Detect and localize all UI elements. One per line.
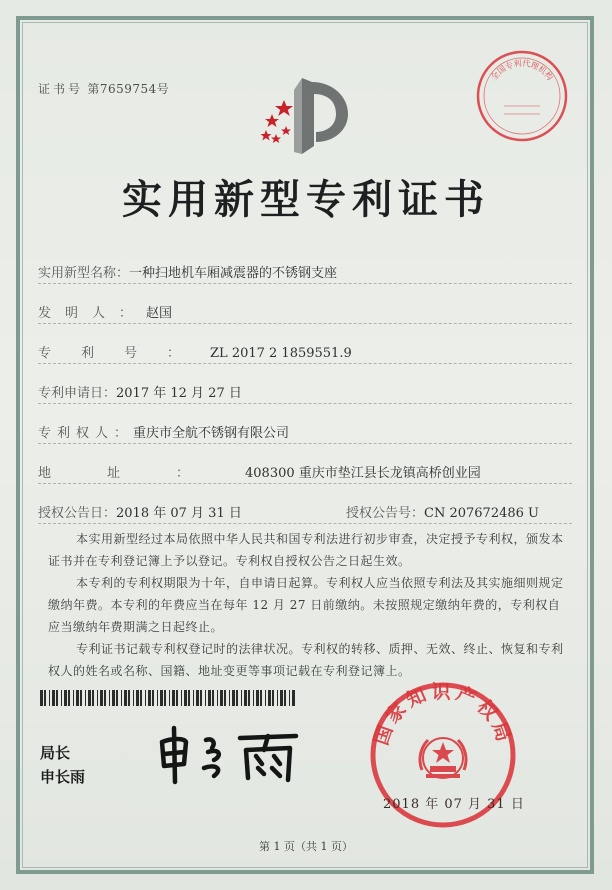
address-value: 408300 重庆市垫江县长龙镇高桥创业园: [245, 466, 481, 481]
signatory-title: 局长: [40, 744, 71, 762]
certificate-number: [38, 80, 169, 97]
divider: [38, 443, 572, 444]
divider: [38, 363, 572, 364]
divider: [38, 483, 572, 484]
patent-number-value: ZL 2017 2 1859551.9: [210, 346, 352, 361]
agency-seal-icon: [474, 48, 570, 144]
address-label: 地址：: [38, 466, 246, 481]
divider: [38, 283, 572, 284]
certificate-number-value: 第7659754号: [87, 82, 170, 96]
address-row: [38, 462, 481, 481]
barcode-icon: [40, 690, 300, 706]
grant-date-value: 2018 年 07 月 31 日: [116, 506, 242, 521]
grant-date-row: [38, 502, 242, 521]
body-paragraph-3: 专利证书记载专利权登记时的法律状况。专利权的转移、质押、无效、终止、恢复和专利权人的姓名或名称、国籍、地址变更等事项记载在专利登记簿上。: [48, 642, 564, 678]
body-paragraph-2: 本专利的专利权期限为十年，自申请日起算。专利权人应当依照专利法及其实施细则规定缴纳年费。本专利的年费应当在每年 12 月 27 日前缴纳。未按照规定缴纳年费的，专利权自应当缴纳年费期满之日起终止。: [48, 576, 564, 634]
utility-name-label: 实用新型名称：: [38, 266, 130, 281]
grant-number-row: [346, 502, 539, 521]
grant-number-value: CN 207672486 U: [424, 506, 539, 521]
utility-name-value: 一种扫地机车厢减震器的不锈钢支座: [129, 266, 338, 281]
patentee-row: [38, 422, 289, 441]
patent-office-logo-icon: [256, 70, 356, 162]
inventor-label: 发明人：: [38, 306, 147, 321]
inventor-row: [38, 302, 172, 321]
grant-number-label: 授权公告号：: [346, 506, 425, 521]
svg-text:国家知识产权局: 国家知识产权局: [370, 680, 516, 749]
page-number: 第 1 页（共 1 页）: [259, 840, 353, 853]
certificate-title: 实用新型专利证书: [122, 177, 490, 223]
certificate-number-label: 证书号: [38, 82, 84, 96]
seal-date: 2018 年 07 月 31 日: [383, 797, 525, 812]
patentee-label: 专利权人：: [38, 426, 134, 441]
signatory-name: 申长雨: [40, 768, 86, 786]
grant-date-label: 授权公告日：: [38, 506, 117, 521]
filing-date-row: [38, 382, 242, 401]
patentee-value: 重庆市全航不锈钢有限公司: [133, 426, 290, 441]
body-paragraph-1: 本实用新型经过本局依照中华人民共和国专利法进行初步审查，决定授予专利权，颁发本证书并在专利登记簿上予以登记。专利权自授权公告之日起生效。: [48, 532, 564, 568]
signature-icon: [150, 720, 310, 786]
divider: [38, 323, 572, 324]
filing-date-value: 2017 年 12 月 27 日: [116, 386, 242, 401]
filing-date-label: 专利申请日：: [38, 386, 117, 401]
svg-text:全国专利代理机构: 全国专利代理机构: [489, 58, 555, 82]
patent-number-row: [38, 342, 352, 361]
divider: [38, 523, 572, 524]
divider: [38, 403, 572, 404]
utility-name-row: [38, 262, 337, 281]
patent-number-label: 专利号：: [38, 346, 211, 361]
inventor-value: 赵国: [146, 306, 173, 321]
